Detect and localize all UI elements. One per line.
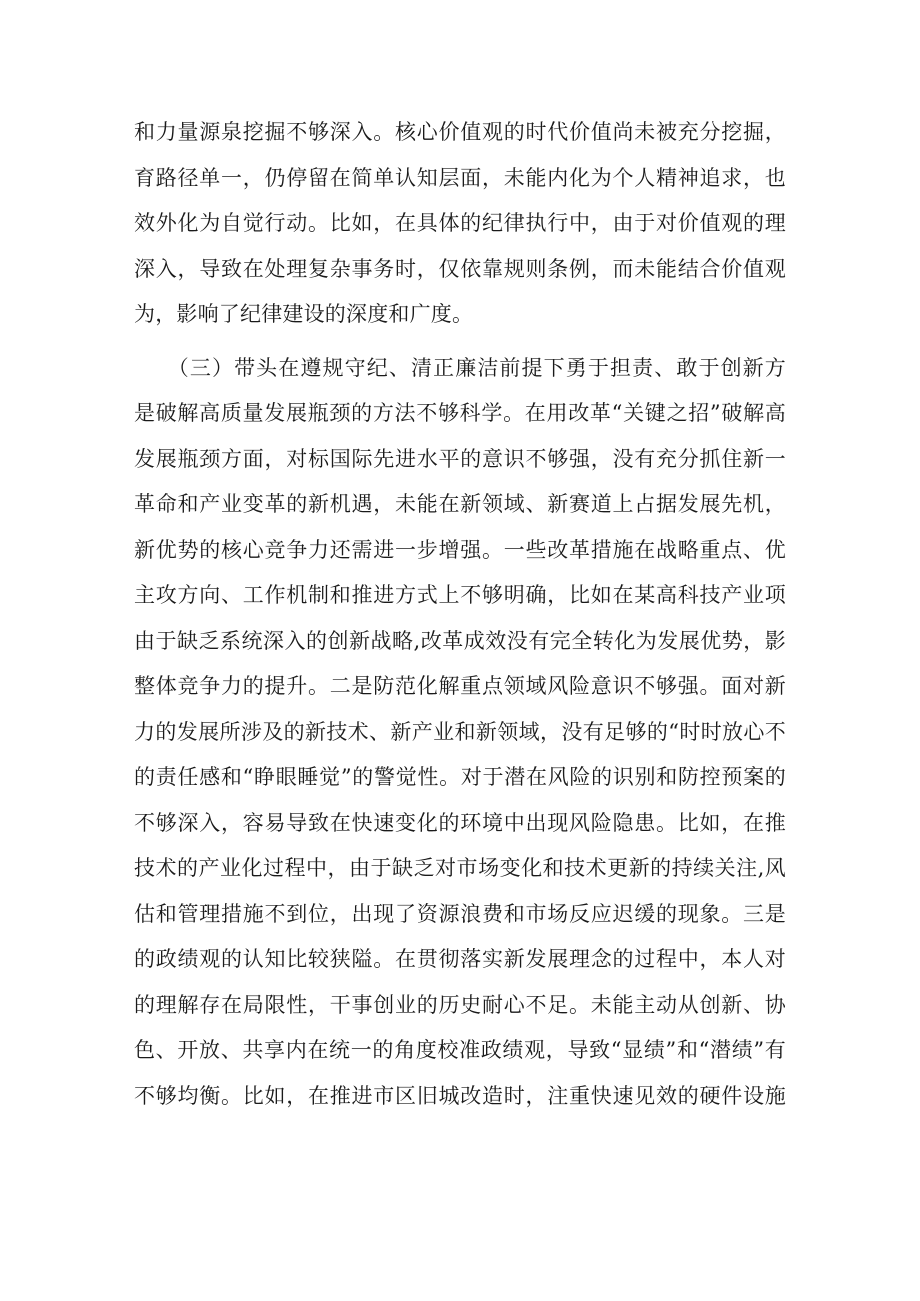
paragraph-1 [134,110,786,338]
text-line: （三）带头在遵规守纪、清正廉洁前提下勇于担责、敢于创新方 [178,355,786,380]
text-line: 主攻方向、工作机制和推进方式上不够明确，比如在某高科技产业项 [134,583,786,607]
text-line: 和力量源泉挖掘不够深入。核心价值观的时代价值尚未被充分挖掘， [134,120,786,144]
text-line: 是破解高质量发展瓶颈的方法不够科学。在用改革“关键之招”破解高 [134,401,786,425]
text-line: 力的发展所涉及的新技术、新产业和新领域，没有足够的“时时放心不 [134,719,786,744]
text-line: 革命和产业变革的新机遇，未能在新领域、新赛道上占据发展先机， [134,492,786,516]
text-line: 的责任感和“睁眼睡觉”的警觉性。对于潜在风险的识别和防控预案的 [134,765,786,789]
text-line: 由于缺乏系统深入的创新战略,改革成效没有完全转化为发展优势，影 [134,628,786,653]
text-line: 色、开放、共享内在统一的角度校准政绩观，导致“显绩”和“潜绩”有 [134,1038,786,1062]
paragraph-2 [134,346,786,1120]
document-body [134,110,786,1119]
text-line: 效外化为自觉行动。比如，在具体的纪律执行中，由于对价值观的理 [134,211,786,235]
text-line: 深入，导致在处理复杂事务时，仅依靠规则条例，而未能结合价值观 [134,256,786,281]
text-line: 为，影响了纪律建设的深度和广度。 [134,302,474,326]
text-line: 育路径单一，仍停留在简单认知层面，未能内化为个人精神追求，也 [134,165,786,190]
paragraph-spacer [134,338,786,346]
text-line: 整体竞争力的提升。二是防范化解重点领域风险意识不够强。面对新 [134,674,786,698]
text-line: 发展瓶颈方面，对标国际先进水平的意识不够强，没有充分抓住新一 [134,446,786,471]
text-line: 的理解存在局限性，干事创业的历史耐心不足。未能主动从创新、协 [134,992,786,1017]
text-line: 不够深入，容易导致在快速变化的环境中出现风险隐患。比如，在推 [134,810,786,835]
text-line: 技术的产业化过程中，由于缺乏对市场变化和技术更新的持续关注,风 [134,856,786,880]
text-line: 新优势的核心竞争力还需进一步增强。一些改革措施在战略重点、优 [134,537,786,562]
text-line: 不够均衡。比如，在推进市区旧城改造时，注重快速见效的硬件设施 [134,1083,786,1108]
text-line: 的政绩观的认知比较狭隘。在贯彻落实新发展理念的过程中，本人对 [134,947,786,971]
text-line: 估和管理措施不到位，出现了资源浪费和市场反应迟缓的现象。三是 [134,901,786,926]
